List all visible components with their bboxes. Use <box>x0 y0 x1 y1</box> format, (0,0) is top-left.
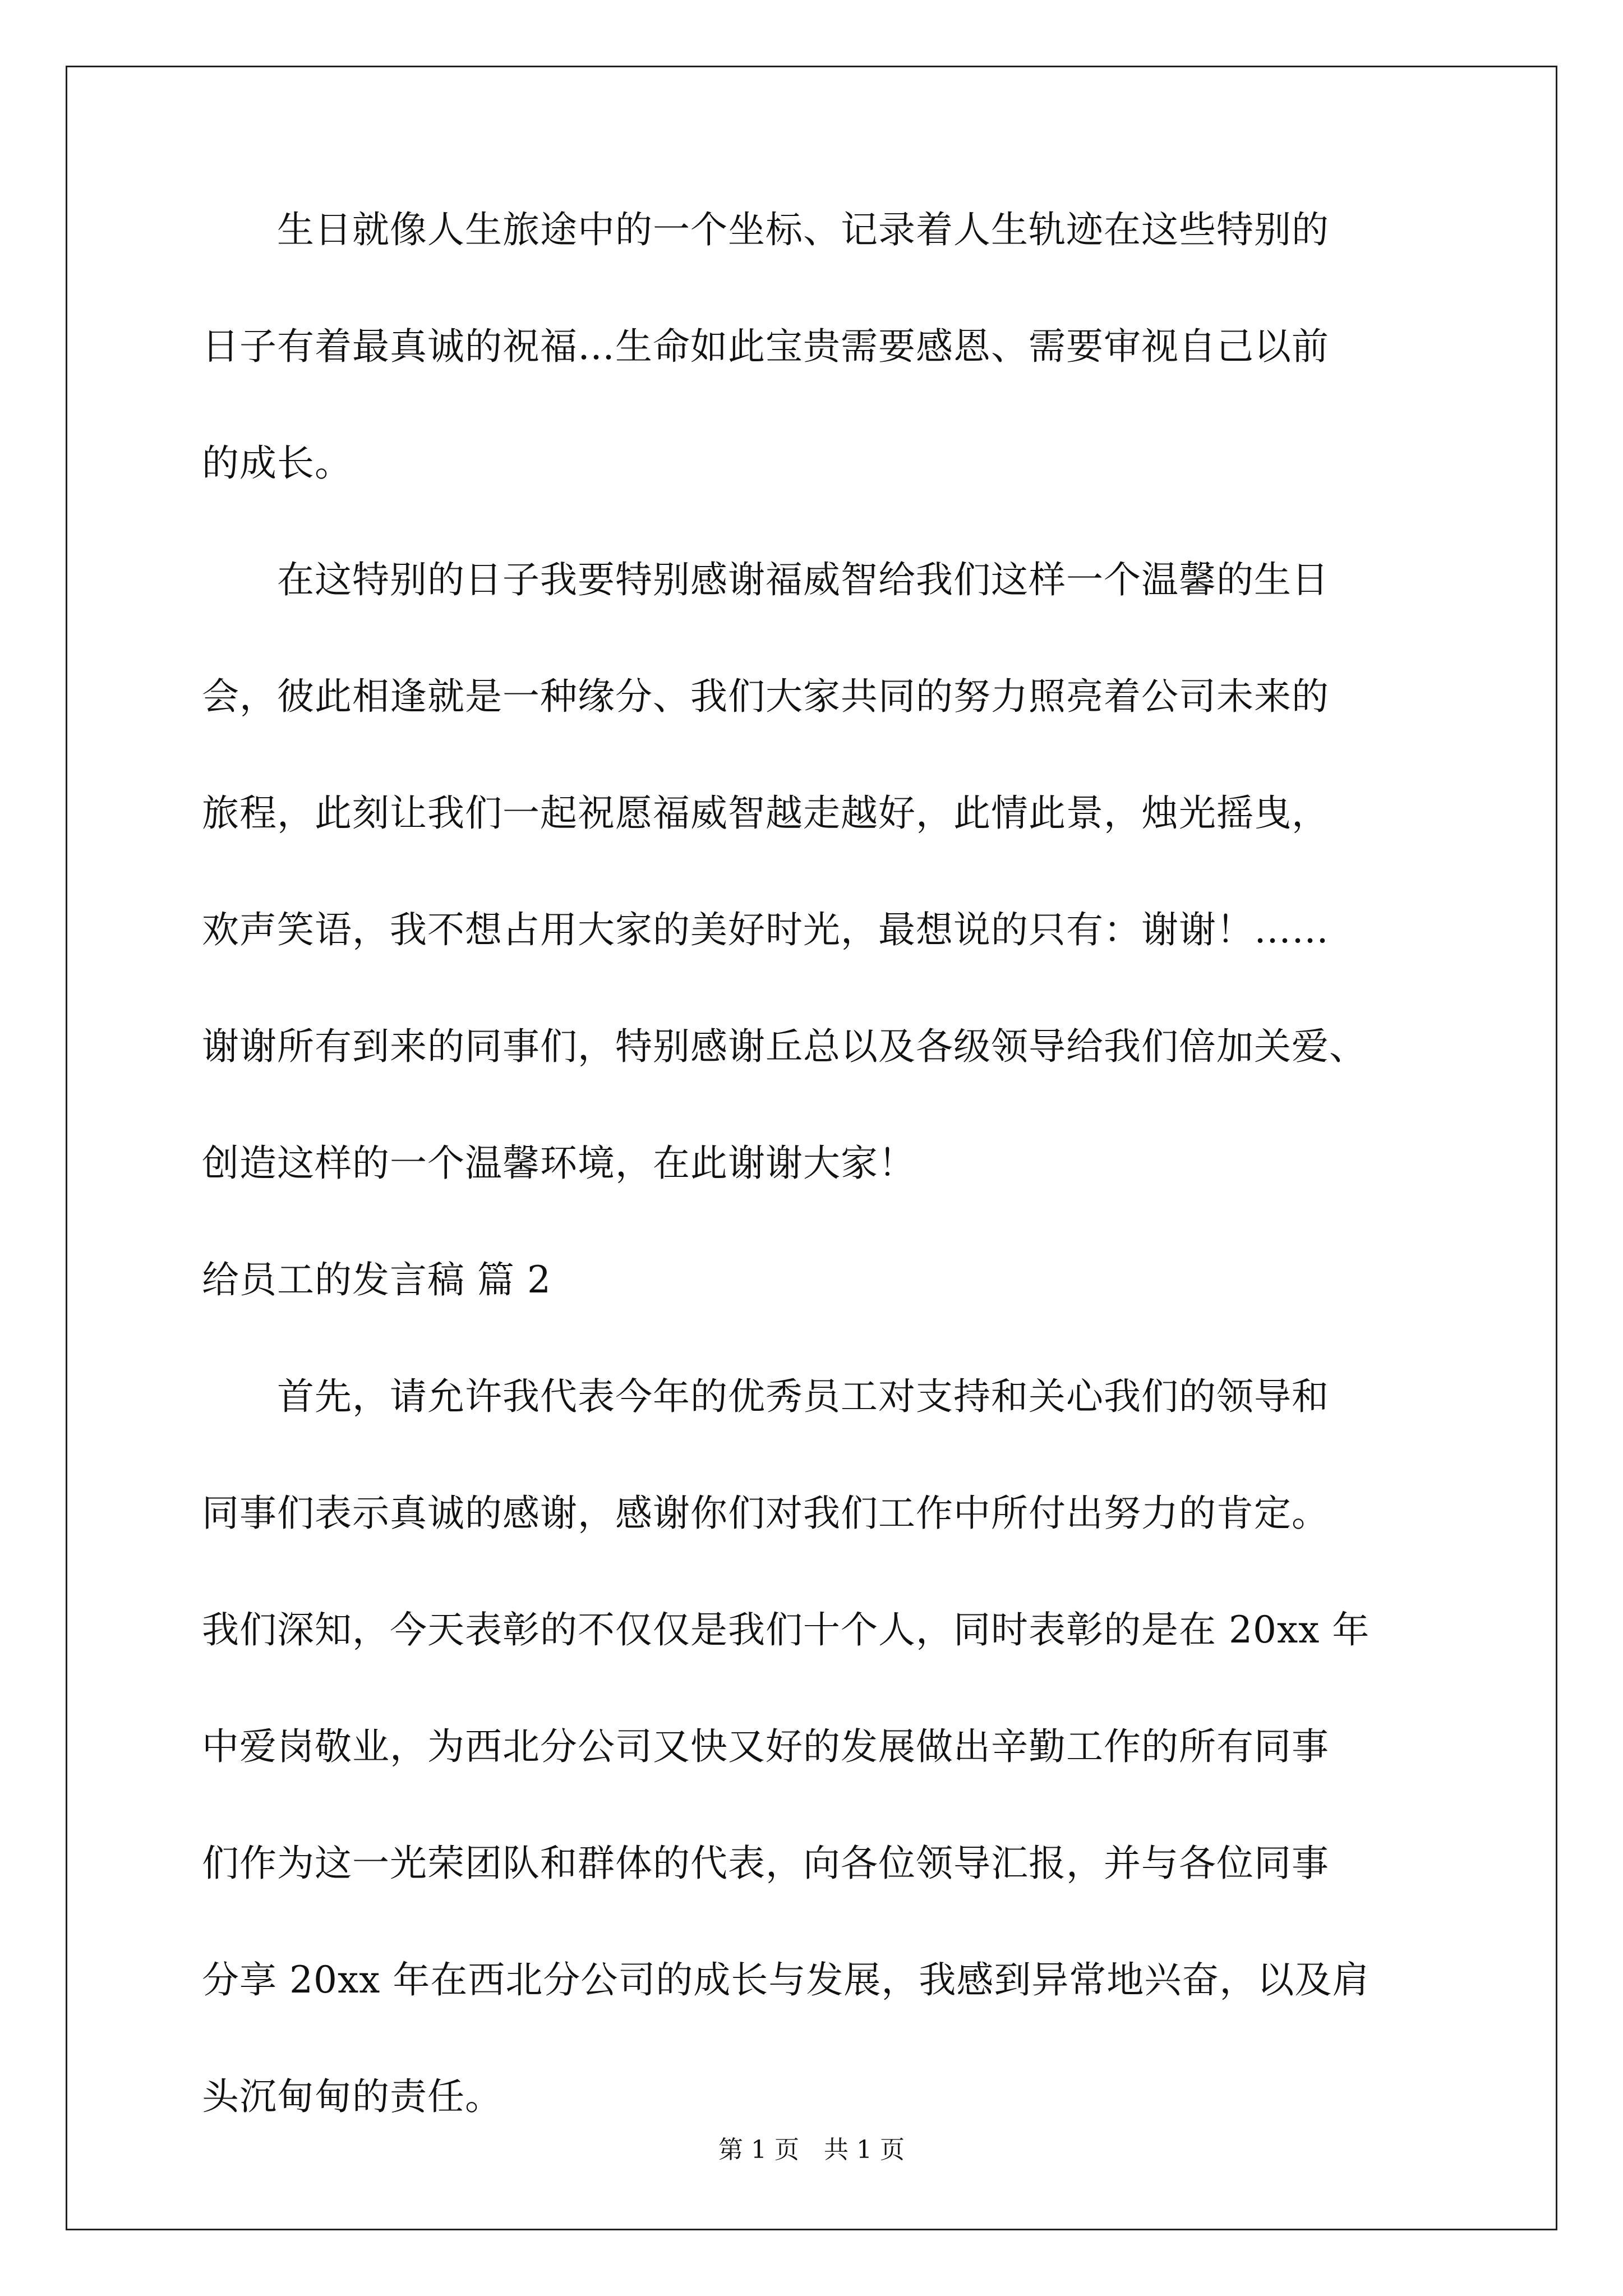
paragraph-line: 分享 20xx 年在西北分公司的成长与发展，我感到异常地兴奋，以及肩 <box>202 1958 1370 2001</box>
paragraph-line: 头沉甸甸的责任。 <box>202 2075 502 2118</box>
paragraph-line: 我们深知，今天表彰的不仅仅是我们十个人，同时表彰的是在 20xx 年 <box>202 1608 1370 1651</box>
paragraph-line: 生日就像人生旅途中的一个坐标、记录着人生轨迹在这些特别的 <box>202 208 1329 251</box>
paragraph-line: 会，彼此相逢就是一种缘分、我们大家共同的努力照亮着公司未来的 <box>202 675 1329 718</box>
paragraph-line: 在这特别的日子我要特别感谢福威智给我们这样一个温馨的生日 <box>202 558 1329 601</box>
paragraph-line: 创造这样的一个温馨环境，在此谢谢大家！ <box>202 1142 916 1185</box>
paragraph-line: 首先，请允许我代表今年的优秀员工对支持和关心我们的领导和 <box>202 1375 1329 1418</box>
section-heading: 给员工的发言稿 篇 2 <box>202 1258 551 1301</box>
paragraph-line: 日子有着最真诚的祝福…生命如此宝贵需要感恩、需要审视自己以前 <box>202 325 1329 368</box>
page-footer: 第 1 页 共 1 页 <box>718 2136 905 2164</box>
paragraph-line: 旅程，此刻让我们一起祝愿福威智越走越好，此情此景，烛光摇曳， <box>202 792 1329 835</box>
paragraph-line: 们作为这一光荣团队和群体的代表，向各位领导汇报，并与各位同事 <box>202 1842 1329 1885</box>
paragraph-line: 谢谢所有到来的同事们，特别感谢丘总以及各级领导给我们倍加关爱、 <box>202 1025 1367 1068</box>
paragraph-line: 欢声笑语，我不想占用大家的美好时光，最想说的只有：谢谢！…… <box>202 908 1329 951</box>
paragraph-line: 同事们表示真诚的感谢，感谢你们对我们工作中所付出努力的肯定。 <box>202 1492 1329 1535</box>
paragraph-line: 的成长。 <box>202 441 352 485</box>
paragraph-line: 中爱岗敬业，为西北分公司又快又好的发展做出辛勤工作的所有同事 <box>202 1725 1329 1768</box>
